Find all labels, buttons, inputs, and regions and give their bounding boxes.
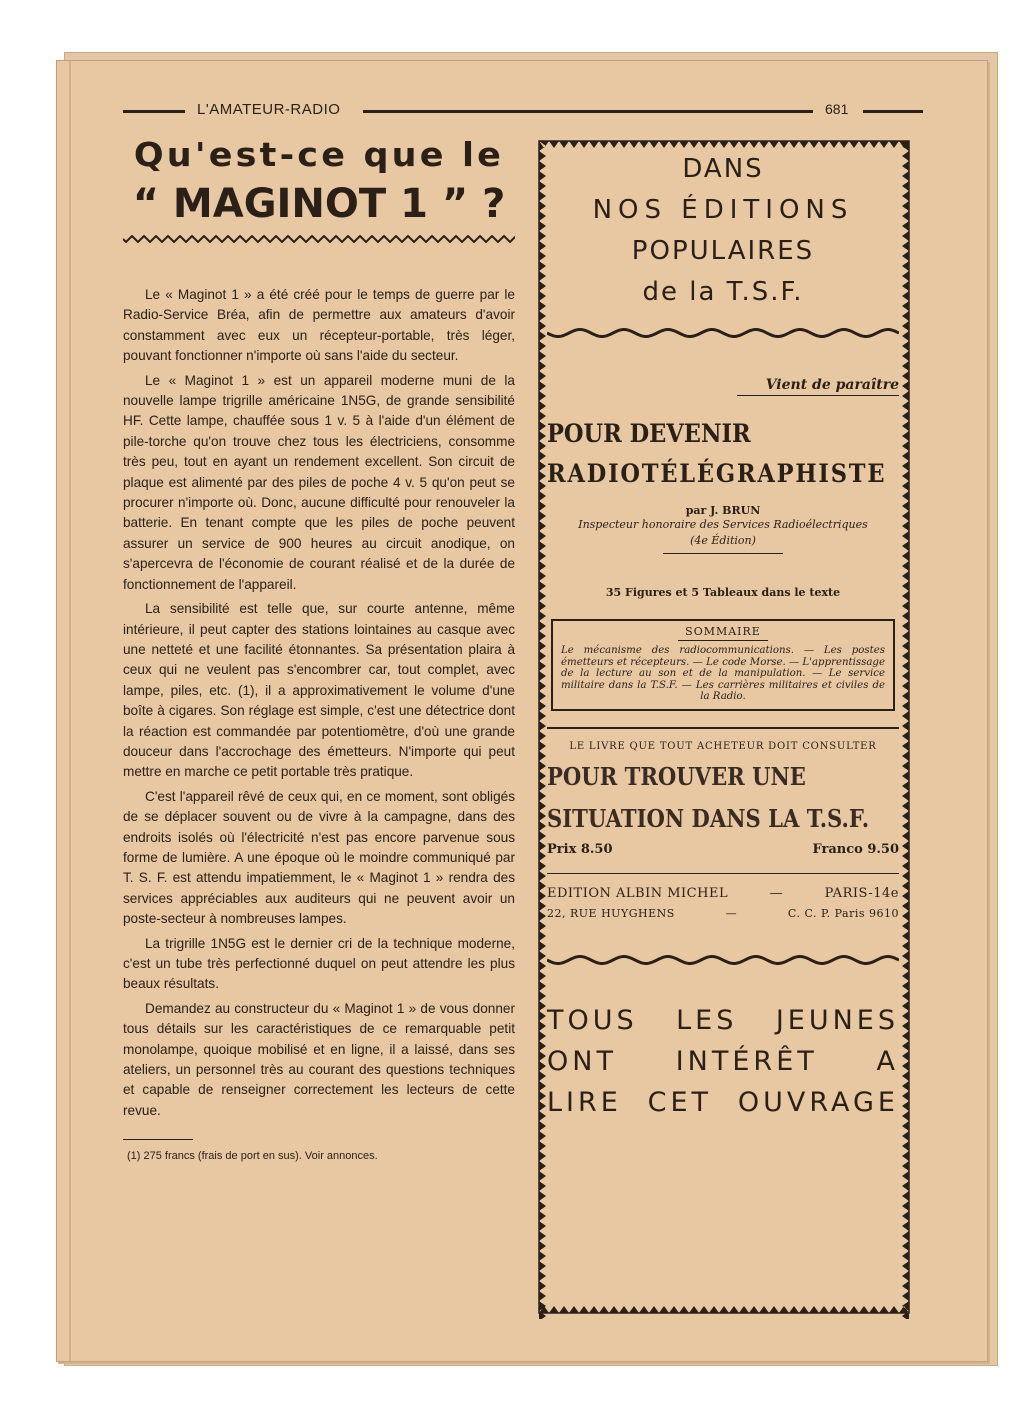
book2-title-line2: SITUATION DANS LA T.S.F. (547, 803, 870, 833)
heading-populaires: POPULAIRES (631, 236, 815, 266)
article-column (123, 135, 515, 1162)
header-title: L'AMATEUR-RADIO (197, 101, 341, 118)
address-street: 22, RUE HUYGHENS (547, 906, 675, 920)
heading-dans: DANS (682, 154, 764, 184)
article-paragraph: La sensibilité est telle que, sur courte antenne, même intérieure, il peut capter des stations lointaines au casque avec une netteté et une facilité étonnantes. Sa présentation plaira à ceux qui ne veulent pas s'encombrer car, tout complet, avec lampe, piles, etc. (1), il a approximativement le volume d'une boîte à cigares. Son réglage est simple, c'est une détectrice dont la réaction est commandée par potentiomètre, d'où une grande douceur dans l'accrochage des émetteurs. N'importe qui peut mettre en marche ce petit portable très pratique. (123, 601, 515, 780)
article-paragraph: Demandez au constructeur du « Maginot 1 » de vous donner tous détails sur les caractéristiques de ce remarquable petit monolampe, quoique mobilisé et en ligne, il a laissé, dans ses ateliers, un personnel très au courant des questions techniques et capable de renseigner correctement les lecteurs de cette revue. (123, 1000, 515, 1118)
address-dash: — (725, 906, 738, 920)
publisher-dash: — (769, 885, 784, 901)
magazine-page (56, 60, 988, 1362)
heading-nos-editions: NOS ÉDITIONS (592, 195, 854, 225)
tous-line3: LIRE CET OUVRAGE (547, 1086, 899, 1118)
tous-line1: TOUS LES JEUNES (547, 1004, 899, 1036)
book1-rule (663, 553, 783, 554)
franco-price: Franco 9.50 (812, 841, 899, 857)
vient-rule (737, 395, 899, 396)
article-paragraph: C'est l'appareil rêvé de ceux qui, en ce moment, sont obligés de se déplacer souvent ou de vivre à la campagne, dans des endroits isolés où l'électricité n'est pas encore parvenue sous forme de lumière. A une époque où le moindre communiqué par T. S. F. est attendu impatiemment, le « Maginot 1 » rendra des services appréciables aux auditeurs qui ne peuvent avoir un poste-secteur à nombreuses lampes. (123, 788, 515, 927)
address-ccp: C. C. P. Paris 9610 (787, 906, 899, 920)
book2-title (547, 756, 870, 840)
book1-title-line1: POUR DEVENIR (547, 419, 751, 448)
book1-author: par J. BRUN (685, 504, 761, 517)
article-title-line2: “ MAGINOT 1 ” ? (132, 181, 506, 227)
footnote: (1) 275 francs (frais de port en sus). Voir annonces. (127, 1150, 378, 1163)
sommaire-text: Le mécanisme des radiocommunications. — Les postes émetteurs et récepteurs. — Le code Morse. — L'apprentissage de la lecture au son et de la manipulation. — Le service militaire dans la T.S.F. — Les carrières militaires et civiles de la Radio. (561, 645, 885, 703)
header-rule-right (863, 110, 923, 113)
tous-les-jeunes (547, 1000, 899, 1123)
header-rule-left (123, 110, 185, 113)
vient-de-paraitre: Vient de paraître (765, 377, 899, 393)
sommaire-box (551, 619, 895, 711)
heading-de-la-tsf: de la T.S.F. (642, 277, 804, 307)
title-wave-rule (123, 235, 515, 243)
advertisement-box (533, 135, 915, 1319)
ad-rule-2 (547, 873, 899, 874)
sommaire-rule (678, 640, 768, 641)
article-paragraph: Le « Maginot 1 » a été créé pour le temps de guerre par le Radio-Service Bréa, afin de permettre aux amateurs d'avoir constamment avec eux un récepteur-portable, très léger, pouvant fonctionner n'importe où sans l'aide du secteur. (123, 287, 515, 364)
book1-edition-note: (4e Édition) (690, 534, 756, 547)
article-paragraph: Le « Maginot 1 » est un appareil moderne muni de la nouvelle lampe trigrille américaine 1N5G, de grande sensibilité HF. Cette lampe, chauffée sous 1 v. 5 à l'aide d'un élément de pile-torche qu'on trouve chez tous les électriciens, consomme très peu, tout en ayant un rendement excellent. Son circuit de plaque est alimenté par des piles de poche 4 v. 5 qu'on peut se procurer n'importe où. Donc, aucune difficulté pour renouveler la batterie. En tenant compte que les piles de poche peuvent assurer un service de 900 heures au circuit anodique, on s'apercevra de l'économie de courant réalisé et de la durée de fonctionnement de l'appareil. (123, 372, 515, 592)
advertisement-content (547, 149, 899, 1123)
book2-title-line1: POUR TROUVER UNE (547, 761, 806, 791)
publisher-city: PARIS-14e (824, 885, 899, 901)
sommaire-title: SOMMAIRE (685, 625, 761, 638)
publisher-name: EDITION ALBIN MICHEL (547, 885, 729, 901)
book1-title (547, 414, 887, 494)
book2-prices (547, 842, 899, 857)
article-paragraph: La trigrille 1N5G est le dernier cri de la technique moderne, c'est un tube très perfectionné duquel on peut attendre les plus beaux résultats. (123, 935, 515, 992)
article-body (123, 285, 515, 1121)
footnote-rule (123, 1139, 193, 1140)
book1-author-role: Inspecteur honoraire des Services Radioélectriques (578, 518, 868, 531)
ad-rule-1 (547, 727, 899, 729)
header-rule-middle (363, 110, 813, 113)
editions-heading (547, 149, 899, 313)
tous-line2: ONT INTÉRÊT A (547, 1045, 899, 1077)
ad-wave-rule-bottom (547, 954, 899, 966)
price: Prix 8.50 (547, 841, 613, 857)
running-header (123, 101, 923, 121)
page-number: 681 (825, 101, 849, 117)
book1-title-line2: RADIOTÉLÉGRAPHISTE (547, 459, 887, 488)
ad-wave-rule-top (547, 327, 899, 339)
consult-line: LE LIVRE QUE TOUT ACHETEUR DOIT CONSULTER (569, 740, 877, 752)
address-line (547, 907, 899, 920)
book1-figures: 35 Figures et 5 Tableaux dans le texte (605, 586, 841, 599)
publisher-line (547, 886, 899, 901)
article-title-line1: Qu'est-ce que le (133, 135, 505, 174)
